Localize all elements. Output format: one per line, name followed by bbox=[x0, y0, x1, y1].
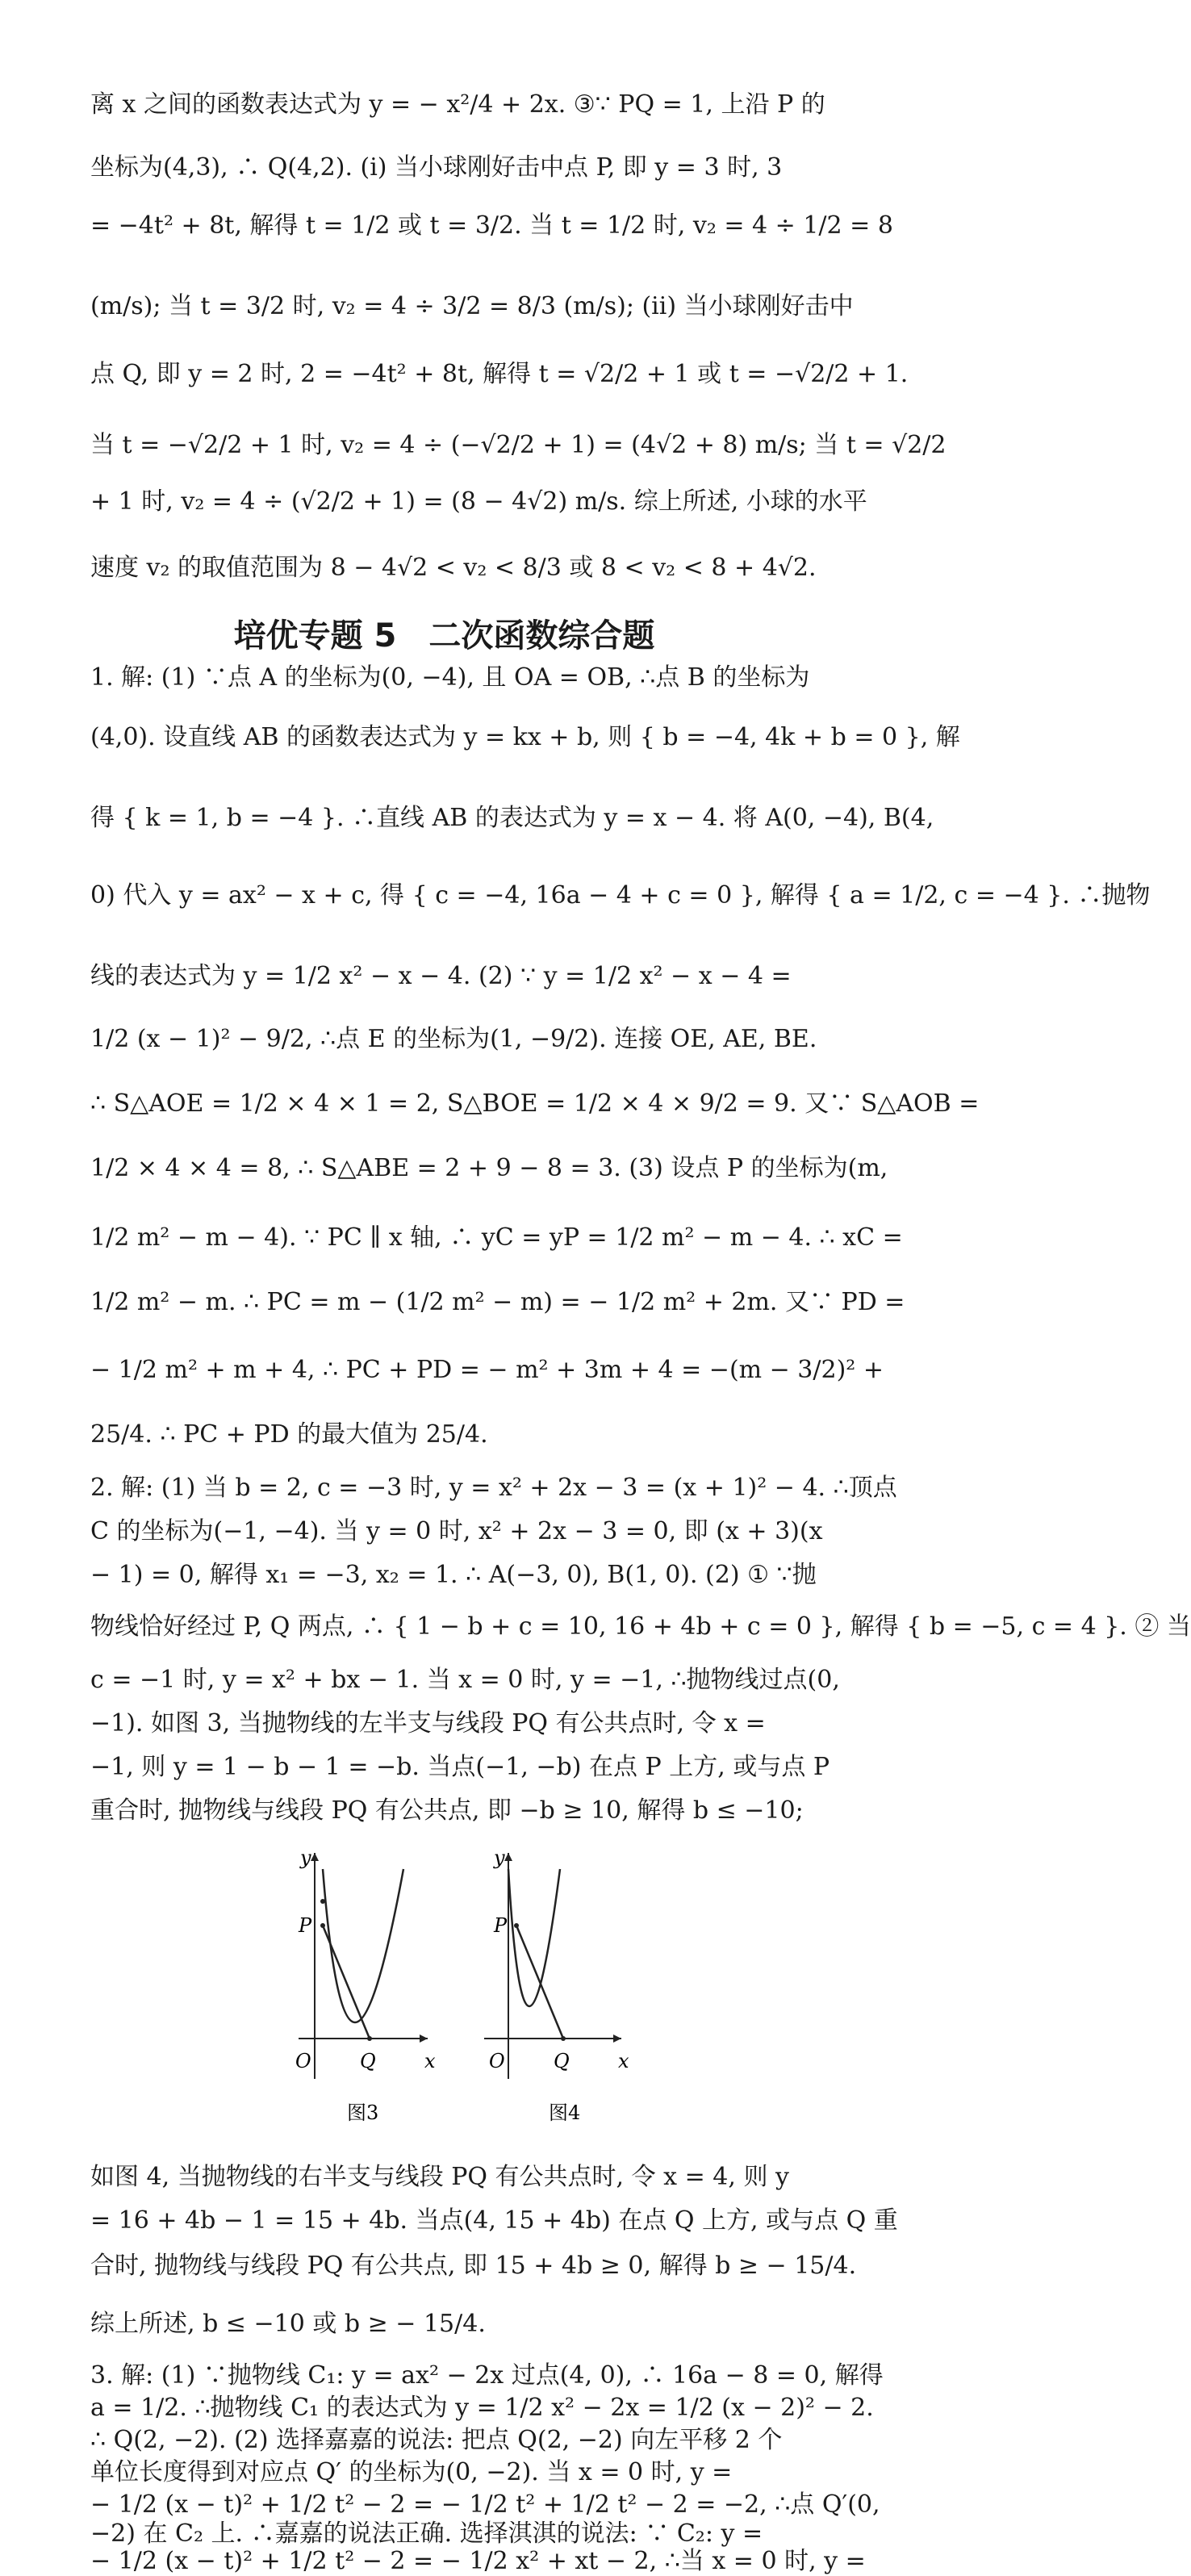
question-1-line: 1/2 (x − 1)² − 9/2, ∴点 E 的坐标为(1, −9/2). 连接 OE, AE, BE. bbox=[90, 1025, 817, 1053]
question-3-line: 3. 解: (1) ∵抛物线 C₁: y = ax² − 2x 过点(4, 0), ∴ 16a − 8 = 0, 解得 bbox=[90, 2361, 884, 2390]
question-3-line: −2) 在 C₂ 上. ∴嘉嘉的说法正确. 选择淇淇的说法: ∵ C₂: y = bbox=[90, 2520, 763, 2548]
question-1-line: 0) 代入 y = ax² − x + c, 得 { c = −4, 16a − 4 + c = 0 }, 解得 { a = 1/2, c = −4 }. ∴抛物 bbox=[90, 881, 1151, 910]
section-heading: 培优专题 5 二次函数综合题 bbox=[233, 617, 655, 654]
figure-3-caption: 图3 bbox=[347, 2101, 379, 2124]
question-2-line: 2. 解: (1) 当 b = 2, c = −3 时, y = x² + 2x − 3 = (x + 1)² − 4. ∴顶点 bbox=[90, 1474, 897, 1502]
question-2-line: 重合时, 抛物线与线段 PQ 有公共点, 即 −b ≥ 10, 解得 b ≤ −10; bbox=[90, 1796, 804, 1825]
question-2-line: = 16 + 4b − 1 = 15 + 4b. 当点(4, 15 + 4b) 在点 Q 上方, 或与点 Q 重 bbox=[90, 2206, 898, 2235]
question-2-line: c = −1 时, y = x² + bx − 1. 当 x = 0 时, y = −1, ∴抛物线过点(0, bbox=[90, 1666, 840, 1694]
text-line: 坐标为(4,3), ∴ Q(4,2). (ⅰ) 当小球刚好击中点 P, 即 y = 3 时, 3 bbox=[90, 153, 783, 182]
axis-y-label: y bbox=[300, 1846, 311, 1869]
question-1-line: 得 { k = 1, b = −4 }. ∴直线 AB 的表达式为 y = x − 4. 将 A(0, −4), B(4, bbox=[90, 804, 934, 832]
text-line: 离 x 之间的函数表达式为 y = − x²/4 + 2x. ③∵ PQ = 1, 上沿 P 的 bbox=[90, 90, 825, 119]
point-p-label: P bbox=[299, 1914, 312, 1937]
question-1-line: 25/4. ∴ PC + PD 的最大值为 25/4. bbox=[90, 1420, 488, 1449]
question-2-line: −1). 如图 3, 当抛物线的左半支与线段 PQ 有公共点时, 令 x = bbox=[90, 1709, 766, 1738]
origin-label: O bbox=[295, 2050, 311, 2072]
text-line: 速度 v₂ 的取值范围为 8 − 4√2 < v₂ < 8/3 或 8 < v₂ < 8 + 4√2. bbox=[90, 554, 817, 582]
question-1-line: 1/2 × 4 × 4 = 8, ∴ S△ABE = 2 + 9 − 8 = 3. (3) 设点 P 的坐标为(m, bbox=[90, 1154, 888, 1182]
question-2-line: 如图 4, 当抛物线的右半支与线段 PQ 有公共点时, 令 x = 4, 则 y bbox=[90, 2163, 789, 2191]
axis-x-label: x bbox=[424, 2050, 436, 2072]
question-1-line: (4,0). 设直线 AB 的函数表达式为 y = kx + b, 则 { b = −4, 4k + b = 0 }, 解 bbox=[90, 723, 960, 751]
question-3-line: − 1/2 (x − t)² + 1/2 t² − 2 = − 1/2 t² + 1/2 t² − 2 = −2, ∴点 Q′(0, bbox=[90, 2490, 880, 2519]
question-2-line: −1, 则 y = 1 − b − 1 = −b. 当点(−1, −b) 在点 P 上方, 或与点 P bbox=[90, 1753, 830, 1781]
question-1-line: 1/2 m² − m. ∴ PC = m − (1/2 m² − m) = − 1/2 m² + 2m. 又∵ PD = bbox=[90, 1288, 905, 1316]
figure-4 bbox=[484, 1846, 629, 2124]
question-2-line: C 的坐标为(−1, −4). 当 y = 0 时, x² + 2x − 3 = 0, 即 (x + 3)(x bbox=[90, 1517, 823, 1545]
point-q-label: Q bbox=[360, 2050, 376, 2072]
axis-x-label: x bbox=[618, 2050, 629, 2072]
question-1-line: − 1/2 m² + m + 4, ∴ PC + PD = − m² + 3m + 4 = −(m − 3/2)² + bbox=[90, 1356, 884, 1384]
point-p-label: P bbox=[494, 1914, 508, 1937]
text-line: 点 Q, 即 y = 2 时, 2 = −4t² + 8t, 解得 t = √2/2 + 1 或 t = −√2/2 + 1. bbox=[90, 360, 909, 388]
figure-4-caption: 图4 bbox=[549, 2101, 581, 2124]
question-3-line: 单位长度得到对应点 Q′ 的坐标为(0, −2). 当 x = 0 时, y = bbox=[90, 2458, 733, 2486]
question-3-line: − 1/2 (x − t)² + 1/2 t² − 2 = − 1/2 x² + xt − 2, ∴当 x = 0 时, y = bbox=[90, 2547, 866, 2575]
text-line: 当 t = −√2/2 + 1 时, v₂ = 4 ÷ (−√2/2 + 1) = (4√2 + 8) m/s; 当 t = √2/2 bbox=[90, 431, 947, 459]
text-line: (m/s); 当 t = 3/2 时, v₂ = 4 ÷ 3/2 = 8/3 (m/s); (ⅱ) 当小球刚好击中 bbox=[90, 292, 854, 320]
question-3-line: ∴ Q(2, −2). (2) 选择嘉嘉的说法: 把点 Q(2, −2) 向左平移 2 个 bbox=[90, 2426, 783, 2454]
text-line: = −4t² + 8t, 解得 t = 1/2 或 t = 3/2. 当 t = 1/2 时, v₂ = 4 ÷ 1/2 = 8 bbox=[90, 211, 893, 240]
axis-y-label: y bbox=[494, 1846, 505, 1869]
figure-3 bbox=[295, 1846, 436, 2124]
question-2-line: 物线恰好经过 P, Q 两点, ∴ { 1 − b + c = 10, 16 + 4b + c = 0 }, 解得 { b = −5, c = 4 }. ② 当 bbox=[90, 1612, 1191, 1641]
text-line: + 1 时, v₂ = 4 ÷ (√2/2 + 1) = (8 − 4√2) m/s. 综上所述, 小球的水平 bbox=[90, 487, 867, 516]
question-1-line: ∴ S△AOE = 1/2 × 4 × 1 = 2, S△BOE = 1/2 × 4 × 9/2 = 9. 又∵ S△AOB = bbox=[90, 1089, 980, 1118]
question-2-line: 合时, 抛物线与线段 PQ 有公共点, 即 15 + 4b ≥ 0, 解得 b ≥ − 15/4. bbox=[90, 2252, 857, 2280]
question-2-line: − 1) = 0, 解得 x₁ = −3, x₂ = 1. ∴ A(−3, 0), B(1, 0). (2) ① ∵抛 bbox=[90, 1561, 817, 1589]
origin-label: O bbox=[489, 2050, 505, 2072]
point-q-label: Q bbox=[554, 2050, 570, 2072]
question-2-line: 综上所述, b ≤ −10 或 b ≥ − 15/4. bbox=[90, 2310, 486, 2338]
question-3-line: a = 1/2. ∴抛物线 C₁ 的表达式为 y = 1/2 x² − 2x = 1/2 (x − 2)² − 2. bbox=[90, 2394, 874, 2422]
question-1-line: 线的表达式为 y = 1/2 x² − x − 4. (2) ∵ y = 1/2 x² − x − 4 = bbox=[90, 962, 792, 990]
question-1-line: 1. 解: (1) ∵点 A 的坐标为(0, −4), 且 OA = OB, ∴点 B 的坐标为 bbox=[90, 663, 810, 692]
figures-3-4 bbox=[266, 1837, 686, 2143]
question-1-line: 1/2 m² − m − 4). ∵ PC ∥ x 轴, ∴ yC = yP = 1/2 m² − m − 4. ∴ xC = bbox=[90, 1223, 903, 1252]
